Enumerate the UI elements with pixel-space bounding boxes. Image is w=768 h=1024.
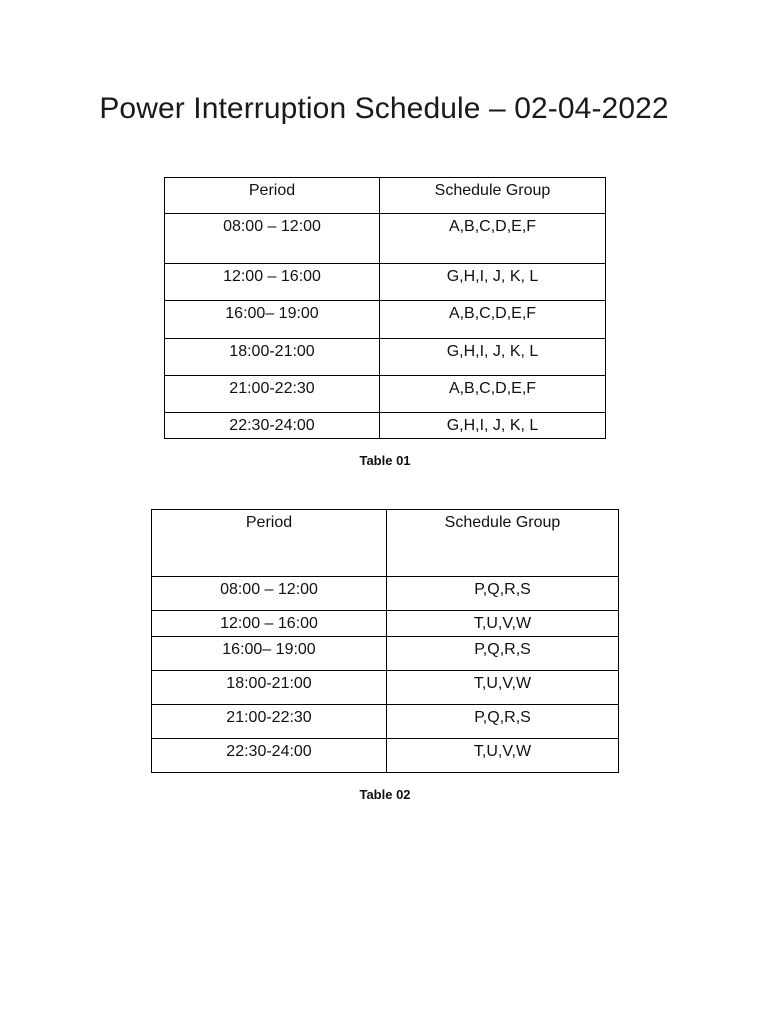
- schedule-table-01: [164, 177, 606, 439]
- group-cell: T,U,V,W: [387, 671, 619, 705]
- page-title: Power Interruption Schedule – 02-04-2022: [99, 92, 669, 125]
- period-cell: 21:00-22:30: [165, 376, 380, 413]
- table-row: [152, 705, 619, 739]
- group-cell: A,B,C,D,E,F: [380, 301, 606, 339]
- period-cell: 08:00 – 12:00: [165, 214, 380, 264]
- group-cell: P,Q,R,S: [387, 637, 619, 671]
- period-cell: 21:00-22:30: [152, 705, 387, 739]
- group-cell: A,B,C,D,E,F: [380, 214, 606, 264]
- column-header-period: Period: [152, 510, 387, 577]
- table-row: [152, 637, 619, 671]
- table-row: [165, 264, 606, 301]
- table-row: [152, 671, 619, 705]
- period-cell: 18:00-21:00: [152, 671, 387, 705]
- table-caption-02: Table 02: [359, 787, 411, 802]
- group-cell: A,B,C,D,E,F: [380, 376, 606, 413]
- table-row: [165, 376, 606, 413]
- group-cell: T,U,V,W: [387, 739, 619, 773]
- group-cell: G,H,I, J, K, L: [380, 339, 606, 376]
- schedule-table-02: [151, 509, 619, 773]
- group-cell: P,Q,R,S: [387, 705, 619, 739]
- period-cell: 12:00 – 16:00: [165, 264, 380, 301]
- period-cell: 16:00– 19:00: [165, 301, 380, 339]
- group-cell: G,H,I, J, K, L: [380, 413, 606, 439]
- table-row: [165, 214, 606, 264]
- table-row: [165, 413, 606, 439]
- period-cell: 16:00– 19:00: [152, 637, 387, 671]
- table-caption-01: Table 01: [359, 453, 411, 468]
- table-row: [165, 301, 606, 339]
- period-cell: 22:30-24:00: [152, 739, 387, 773]
- table-row: [165, 339, 606, 376]
- period-cell: 22:30-24:00: [165, 413, 380, 439]
- table-row: [152, 577, 619, 611]
- group-cell: G,H,I, J, K, L: [380, 264, 606, 301]
- period-cell: 08:00 – 12:00: [152, 577, 387, 611]
- table-header-row: [152, 510, 619, 577]
- group-cell: P,Q,R,S: [387, 577, 619, 611]
- column-header-schedule-group: Schedule Group: [380, 178, 606, 214]
- table-row: [152, 739, 619, 773]
- period-cell: 18:00-21:00: [165, 339, 380, 376]
- period-cell: 12:00 – 16:00: [152, 611, 387, 637]
- table-row: [152, 611, 619, 637]
- column-header-schedule-group: Schedule Group: [387, 510, 619, 577]
- column-header-period: Period: [165, 178, 380, 214]
- group-cell: T,U,V,W: [387, 611, 619, 637]
- table-header-row: [165, 178, 606, 214]
